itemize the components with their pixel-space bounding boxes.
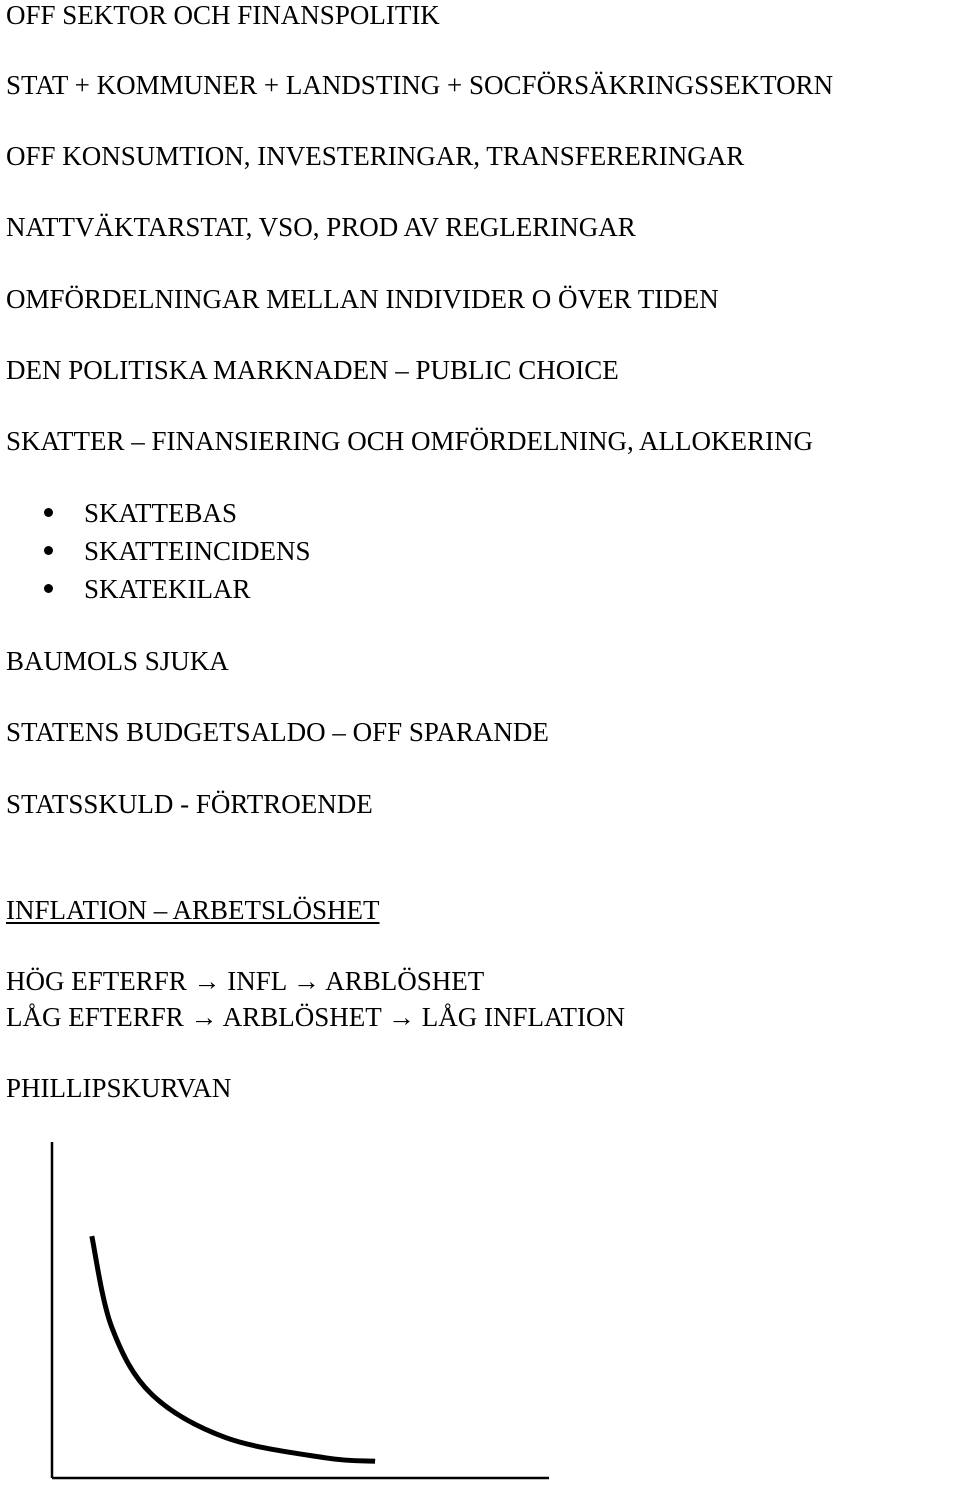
line-debt: STATSSKULD - FÖRTROENDE — [6, 789, 373, 819]
bullet-icon — [44, 508, 53, 517]
line-6: SKATTER – FINANSIERING OCH OMFÖRDELNING, ALLOKERING — [6, 426, 813, 456]
line-3: NATTVÄKTARSTAT, VSO, PROD AV REGLERINGAR — [6, 212, 636, 242]
arrow-line-high: HÖG EFTERFR → INFL → ARBLÖSHET — [6, 966, 485, 996]
line-1: STAT + KOMMUNER + LANDSTING + SOCFÖRSÄKRINGSSEKTORN — [6, 70, 834, 100]
bullet-icon — [44, 546, 53, 555]
line-2: OFF KONSUMTION, INVESTERINGAR, TRANSFERERINGAR — [6, 141, 745, 171]
bullet-icon — [44, 584, 53, 593]
list-item — [0, 498, 311, 536]
bullet-text: SKATTEINCIDENS — [84, 536, 311, 566]
list-item — [0, 536, 311, 574]
phillips-chart — [0, 1130, 600, 1487]
tax-bullet-list — [0, 498, 311, 612]
line-5: DEN POLITISKA MARKNADEN – PUBLIC CHOICE — [6, 355, 619, 385]
line-baumol: BAUMOLS SJUKA — [6, 646, 229, 676]
line-budget: STATENS BUDGETSALDO – OFF SPARANDE — [6, 717, 549, 747]
inflation-heading: INFLATION – ARBETSLÖSHET — [6, 895, 380, 925]
bullet-text: SKATEKILAR — [84, 574, 251, 604]
line-4: OMFÖRDELNINGAR MELLAN INDIVIDER O ÖVER TIDEN — [6, 284, 719, 314]
list-item — [0, 574, 311, 612]
phillips-curve — [92, 1236, 375, 1461]
line-0: OFF SEKTOR OCH FINANSPOLITIK — [6, 0, 440, 30]
phillips-heading: PHILLIPSKURVAN — [6, 1073, 232, 1103]
arrow-line-low: LÅG EFTERFR → ARBLÖSHET → LÅG INFLATION — [6, 1002, 626, 1032]
bullet-text: SKATTEBAS — [84, 498, 238, 528]
